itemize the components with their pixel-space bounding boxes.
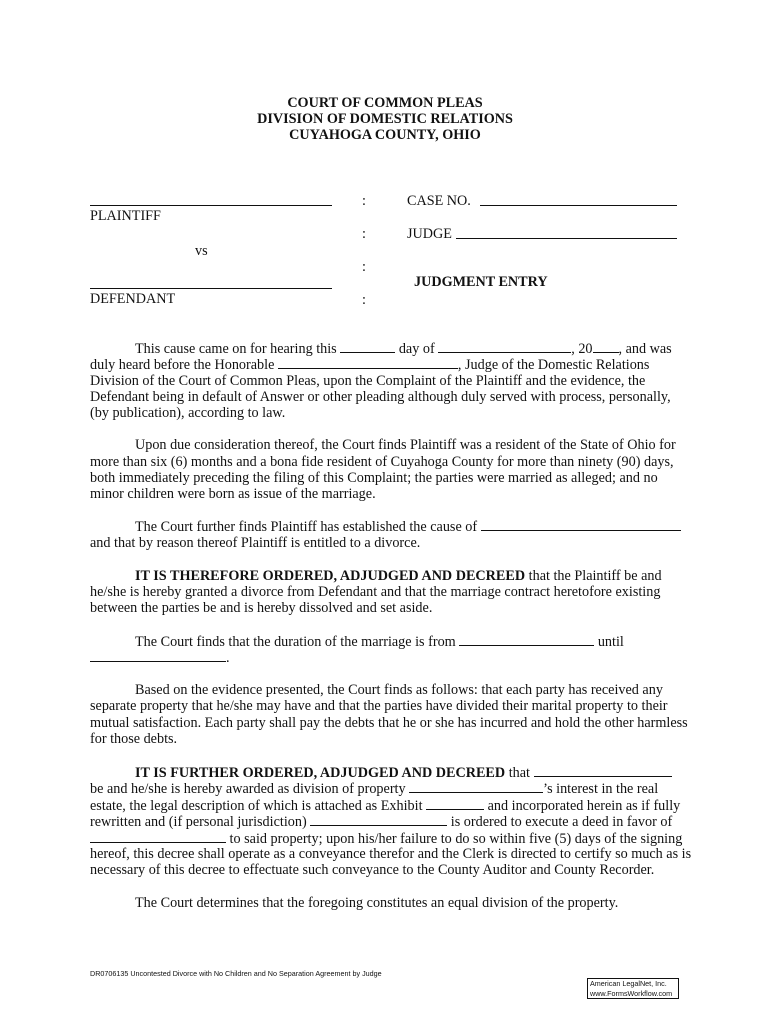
text: duly heard before the Honorable [90,357,275,373]
text: that [505,765,530,781]
text: to said property; upon his/her failure to do so within five (5) days of the signing [229,831,683,847]
other-party-field[interactable] [409,780,543,793]
text: is ordered to execute a deed in favor of [450,814,673,830]
judge-label: JUDGE [407,226,452,242]
cause-field[interactable] [481,518,681,531]
publisher-box [587,978,679,999]
p8-line-1: The Court determines that the foregoing constitutes an equal division of the property. [135,895,619,911]
caption-colon: : [362,226,366,242]
text: , and was [618,341,672,357]
document-title: JUDGMENT ENTRY [414,274,548,290]
text: until [597,634,624,650]
p1-line-2 [90,356,649,374]
publisher-url[interactable]: www.FormsWorkflow.com [590,988,673,998]
caption-colon: : [362,193,366,209]
marriage-end-field[interactable] [90,649,226,662]
p6-line-1: Based on the evidence presented, the Court finds as follows: that each party has received any [135,682,663,698]
p7-line-2 [90,780,658,798]
text: This cause came on for hearing this [135,341,337,357]
versus-label: vs [195,243,208,259]
p4-line-2: he/she is hereby granted a divorce from Defendant and that the marriage contract heretofore existing [90,584,661,600]
grantee-field[interactable] [90,830,226,843]
p1-line-5: (by publication), according to law. [90,405,286,421]
text: , 20 [571,341,593,357]
case-no-label: CASE NO. [407,193,471,209]
p1-line-3: Division of the Court of Common Pleas, upon the Complaint of the Plaintiff and the evidence, the [90,373,646,389]
p2-line-3: both immediately preceding the filing of this Complaint; the parties were married as alleged; and no [90,470,658,486]
hearing-year-field[interactable] [593,340,619,353]
text: day of [398,341,435,357]
p7-line-6: hereof, this decree shall operate as a conveyance therefor and the Clerk is directed to certify so much as is [90,846,692,862]
p7-line-7: necessary of this decree to effectuate such conveyance to the County Auditor and County Recorder. [90,862,655,878]
exhibit-field[interactable] [426,797,484,810]
court-name: COURT OF COMMON PLEAS [287,95,483,111]
p2-line-4: minor children were born as issue of the marriage. [90,486,376,502]
plaintiff-name-line[interactable] [90,205,332,206]
p1-line-4: Defendant being in default of Answer or other pleading although duly served with process, personally, [90,389,671,405]
p6-line-4: for those debts. [90,731,178,747]
p6-line-3: mutual satisfaction. Each party shall pay the debts that he or she has incurred and hold the other harmless [90,715,688,731]
hearing-month-field[interactable] [438,340,571,353]
judge-field[interactable] [456,238,677,239]
text: rewritten and (if personal jurisdiction) [90,814,307,830]
text: that the Plaintiff be and [525,568,662,584]
p3-line-2: and that by reason thereof Plaintiff is entitled to a divorce. [90,535,421,551]
p2-line-2: more than six (6) months and a bona fide resident of Cuyahoga County for more than ninety (90) days, [90,454,674,470]
hearing-day-field[interactable] [340,340,395,353]
judge-name-field[interactable] [278,356,458,369]
text: , Judge of the Domestic Relations [457,357,650,373]
text: ’s interest in the real [543,781,659,797]
p3-line-1 [135,518,681,536]
text: be and he/she is hereby awarded as division of property [90,781,406,797]
p7-line-4 [90,813,672,831]
caption-colon: : [362,292,366,308]
p2-line-1: Upon due consideration thereof, the Court finds Plaintiff was a resident of the State of Ohio for [135,437,676,453]
awarded-party-field[interactable] [534,764,672,777]
p4-line-3: between the parties be and is hereby dissolved and set aside. [90,600,433,616]
text: IT IS FURTHER ORDERED, ADJUDGED AND DECREED [135,765,506,781]
defendant-name-line[interactable] [90,288,332,289]
p5-line-2 [90,649,230,667]
caption-colon: : [362,259,366,275]
text: The Court further finds Plaintiff has established the cause of [135,519,478,535]
form-id: DR0706135 Uncontested Divorce with No Children and No Separation Agreement by Judge [90,969,382,978]
text: The Court finds that the duration of the marriage is from [135,634,456,650]
text: . [226,650,230,666]
publisher-name: American LegalNet, Inc. [590,979,667,988]
text: estate, the legal description of which is attached as Exhibit [90,798,423,814]
p4-line-1 [135,568,662,585]
defendant-label: DEFENDANT [90,291,176,307]
division-name: DIVISION OF DOMESTIC RELATIONS [257,111,513,127]
p6-line-2: separate property that he/she may have and that the parties have divided their marital property to their [90,698,668,714]
county-name: CUYAHOGA COUNTY, OHIO [289,127,481,143]
case-no-field[interactable] [480,205,677,206]
text: and incorporated herein as if fully [487,798,681,814]
marriage-start-field[interactable] [459,633,594,646]
text: IT IS THEREFORE ORDERED, ADJUDGED AND DECREED [135,568,526,584]
plaintiff-label: PLAINTIFF [90,208,161,224]
grantor-field[interactable] [310,813,447,826]
